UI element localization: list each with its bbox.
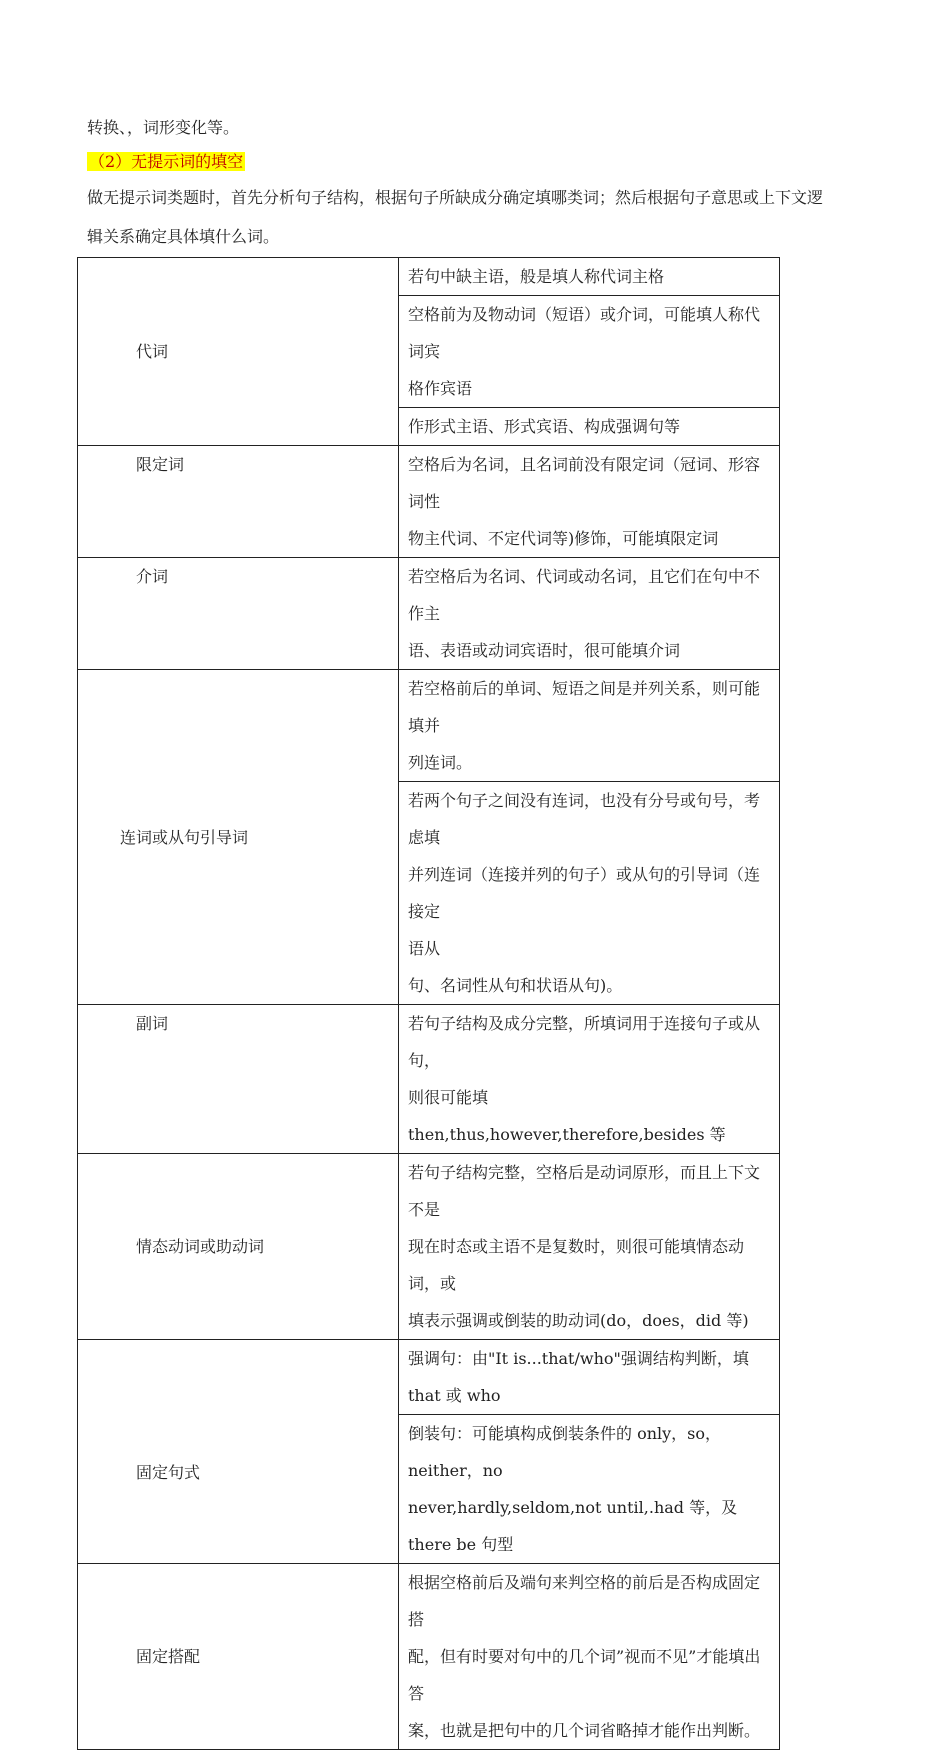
rule-text: 若空格前后的单词、短语之间是并列关系，则可能填并 <box>408 679 761 735</box>
rule-text: 语从 <box>408 939 441 958</box>
rule-cell <box>399 558 780 670</box>
rule-text: 倒装句：可能填构成倒装条件的 only，so，neither，no <box>408 1424 722 1480</box>
rule-text: 现在时态或主语不是复数时，则很可能填情态动词，或 <box>408 1237 745 1293</box>
rule-text: 格作宾语 <box>408 379 473 398</box>
category-label: 固定搭配 <box>136 1647 201 1666</box>
rule-cell <box>399 1154 780 1340</box>
rule-text: 若两个句子之间没有连词，也没有分号或句号，考虑填 <box>408 791 761 847</box>
rule-cell <box>399 1415 780 1564</box>
table-row <box>78 1154 780 1340</box>
rule-cell <box>399 1340 780 1415</box>
rule-text: 强调句：由"It is...that/who"强调结构判断，填 that 或 who <box>408 1349 749 1405</box>
rule-text: 若句中缺主语，般是填人称代词主格 <box>408 267 665 286</box>
rule-text: 物主代词、不定代词等)修饰，可能填限定词 <box>408 529 719 548</box>
category-cell <box>78 670 399 1005</box>
rule-text: 填表示强调或倒装的助动词(do，does，did 等) <box>408 1311 749 1330</box>
rule-cell <box>399 408 780 446</box>
rule-text: 列连词。 <box>408 753 473 772</box>
rule-cell <box>399 296 780 408</box>
table-row <box>78 258 780 296</box>
category-label: 固定句式 <box>136 1463 201 1482</box>
category-label: 连词或从句引导词 <box>120 827 249 847</box>
paragraph-line: 做无提示词类题时，首先分析句子结构，根据句子所缺成分确定填哪类词；然后根据句子意思或上下文逻 <box>87 188 824 207</box>
rule-text: 配，但有时要对句中的几个词”视而不见”才能填出答 <box>408 1647 761 1703</box>
paragraph-line: 辑关系确定具体填什么词。 <box>87 227 280 246</box>
rule-text: 案，也就是把句中的几个词省略掉才能作出判断。 <box>408 1721 761 1740</box>
rule-text: 空格前为及物动词（短语）或介词，可能填人称代词宾 <box>408 305 761 361</box>
rule-cell <box>399 258 780 296</box>
table-row <box>78 1005 780 1154</box>
rule-text: 则很可能填 then,thus,however,therefore,besides 等 <box>408 1088 726 1144</box>
rule-text: 作形式主语、形式宾语、构成强调句等 <box>408 417 681 436</box>
rule-text: 若句子结构完整，空格后是动词原形，而且上下文不是 <box>408 1163 761 1219</box>
word-type-table <box>77 257 780 1750</box>
rule-text: 根据空格前后及端句来判空格的前后是否构成固定搭 <box>408 1573 761 1629</box>
category-cell <box>78 1005 399 1154</box>
table-row <box>78 558 780 670</box>
table-row <box>78 1564 780 1750</box>
rule-cell <box>399 446 780 558</box>
rule-cell <box>399 1005 780 1154</box>
rule-cell <box>399 782 780 1005</box>
rule-text: 语、表语或动词宾语时，很可能填介词 <box>408 641 681 660</box>
category-cell <box>78 446 399 558</box>
rule-text: 句、名词性从句和状语从句)。 <box>408 976 623 995</box>
rule-text: 若空格后为名词、代词或动名词，且它们在句中不作主 <box>408 567 761 623</box>
table-row <box>78 670 780 782</box>
category-label: 代词 <box>136 342 169 361</box>
rule-text: 空格后为名词，且名词前没有限定词（冠词、形容词性 <box>408 455 761 511</box>
category-cell <box>78 1154 399 1340</box>
category-cell <box>78 1564 399 1750</box>
table-row <box>78 446 780 558</box>
rule-cell <box>399 670 780 782</box>
table-row <box>78 1340 780 1415</box>
category-cell <box>78 258 399 446</box>
rule-text: 若句子结构及成分完整，所填词用于连接句子或从句， <box>408 1014 761 1070</box>
category-label: 限定词 <box>136 455 185 474</box>
rule-cell <box>399 1564 780 1750</box>
intro-line: 转换、，词形变化等。 <box>87 118 240 137</box>
category-label: 情态动词或助动词 <box>136 1237 265 1256</box>
category-label: 副词 <box>136 1014 169 1033</box>
category-cell <box>78 558 399 670</box>
section-heading-text: （2）无提示词的填空 <box>89 152 244 171</box>
rule-text: never,hardly,seldom,not until,.had 等，及 there be 句型 <box>408 1498 738 1554</box>
category-label: 介词 <box>136 567 169 586</box>
rule-text: 并列连词（连接并列的句子）或从句的引导词（连接定 <box>408 865 761 921</box>
category-cell <box>78 1340 399 1564</box>
section-heading <box>87 152 863 172</box>
